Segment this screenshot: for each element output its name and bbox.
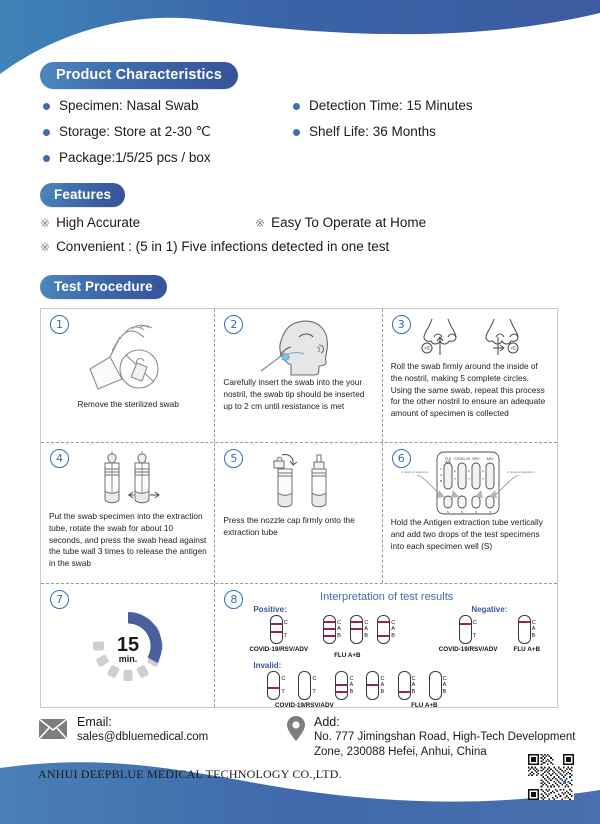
cassette-marks: C A B — [364, 620, 369, 639]
step-number-badge: 7 — [50, 590, 69, 609]
band-c — [460, 623, 471, 625]
cassette-marks: C A B — [337, 620, 342, 639]
cassette-marks: C A B — [531, 620, 536, 639]
cassette-marks: C A B — [391, 620, 396, 639]
positive-results-group — [249, 605, 395, 659]
invalid-label: Invalid: — [253, 661, 282, 670]
feature-item-easy-to-operate — [255, 215, 426, 232]
step-1-caption: Remove the sterilized swab — [77, 399, 179, 409]
band-a — [351, 628, 362, 630]
cassette-body — [267, 671, 280, 700]
nozzle-cap-icon — [223, 449, 374, 515]
svg-text:C: C — [468, 469, 471, 473]
step-3-caption: Roll the swab firmly around the inside of the nostril, making 5 complete circles. Using the same swab, repeat this process for the other nostril to ensure an adequate amount of specimen is collected — [390, 361, 546, 419]
step-2-caption: Carefully insert the swab into the your nostril, the swab tip should be inserted up to 2 cm until resistance is met — [223, 377, 365, 411]
positive-label: Positive: — [253, 605, 287, 614]
cassette-positive-flu-b — [377, 615, 395, 644]
bullet-dot-icon — [293, 129, 300, 136]
cassette-negative-flu — [513, 615, 540, 653]
step-number-badge: 5 — [224, 449, 243, 468]
features-row — [40, 239, 560, 256]
cassette-invalid-covid-t — [267, 671, 285, 700]
svg-text:A/B: A/B — [445, 460, 452, 464]
cassette-marks: C A B — [380, 676, 385, 695]
band-c — [378, 621, 389, 623]
characteristic-item-storage — [40, 124, 290, 141]
procedure-row-3 — [41, 584, 557, 707]
cassette-invalid-flu-b — [398, 671, 416, 700]
svg-text:S: S — [475, 510, 478, 514]
swab-unwrap-icon — [49, 315, 207, 399]
cassette-positive-flu-a — [350, 615, 368, 644]
svg-text:RSV: RSV — [472, 457, 480, 461]
features-list — [40, 215, 560, 256]
characteristic-label: Shelf Life: 36 Months — [309, 123, 436, 139]
characteristic-item-detection-time — [290, 98, 560, 115]
cassette-body — [518, 615, 531, 644]
cassette-marks: C A B — [411, 676, 416, 695]
svg-text:T: T — [454, 477, 457, 481]
negative-label: Negative: — [471, 605, 508, 614]
step-number-badge: 1 — [50, 315, 69, 334]
footer-email-text — [77, 714, 208, 745]
step-number-badge: 4 — [50, 449, 69, 468]
characteristic-label: Package:1/5/25 pcs / box — [59, 149, 211, 165]
procedure-step-8 — [215, 584, 557, 707]
company-name: ANHUI DEEPBLUE MEDICAL TECHNOLOGY CO.,LTD. — [38, 767, 342, 782]
head-swab-insert-icon — [223, 315, 374, 377]
cassette-invalid-covid-none — [298, 671, 316, 700]
bullet-dot-icon — [43, 129, 50, 136]
bullet-dot-icon — [43, 155, 50, 162]
cassette-marks: C T — [281, 676, 286, 695]
cassette-marks: C A B — [349, 676, 354, 695]
features-row — [40, 215, 560, 232]
svg-text:S: S — [489, 510, 492, 514]
procedure-step-2 — [215, 309, 382, 442]
cassette-body — [429, 671, 442, 700]
step-6-caption: Hold the Antigen extraction tube vertically and add two drops of the test specimens into each specimen well (S) — [390, 517, 543, 551]
map-pin-icon — [286, 715, 306, 743]
band-b — [399, 691, 410, 693]
address-line-1: No. 777 Jimingshan Road, High-Tech Development — [314, 731, 576, 744]
interpretation-title: Interpretation of test results — [320, 591, 454, 603]
svg-text:S: S — [447, 510, 450, 514]
cassette-body — [335, 671, 348, 700]
cassette-invalid-flu-a — [366, 671, 384, 700]
band-b — [324, 635, 335, 637]
swab-in-tube-icon — [49, 449, 207, 511]
step-number-badge: 3 — [392, 315, 411, 334]
svg-text:×5: ×5 — [510, 346, 517, 352]
band-a — [367, 684, 378, 686]
cassette-tag-flu: FLU A+B — [334, 652, 361, 659]
cassette-marks: C T — [312, 676, 317, 695]
svg-text:A: A — [440, 473, 443, 477]
characteristic-item-specimen — [40, 98, 290, 115]
cassette-positive-covid — [249, 615, 308, 653]
characteristic-item-shelf-life — [290, 124, 560, 141]
procedure-step-7 — [41, 584, 215, 707]
bullet-dot-icon — [293, 103, 300, 110]
cassette-marks: C T — [283, 620, 288, 639]
cassette-body — [459, 615, 472, 644]
features-section — [40, 183, 560, 263]
cassette-tag: COVID-19/RSV/ADV — [438, 646, 498, 653]
feature-label: Convenient : (5 in 1) Five infections detected in one test — [56, 238, 390, 254]
procedure-step-4 — [41, 443, 215, 583]
characteristic-label: Specimen: Nasal Swab — [59, 98, 199, 113]
step-5-caption: Press the nozzle cap firmly onto the extraction tube — [223, 515, 355, 537]
characteristic-label: Detection Time: 15 Minutes — [309, 98, 473, 113]
svg-text:FLU: FLU — [445, 457, 452, 461]
cassette-tag: COVID-19/RSV/ADV — [249, 646, 309, 653]
band-a — [324, 628, 335, 630]
svg-text:C: C — [440, 467, 443, 471]
band-b — [336, 691, 347, 693]
step-number-badge: 2 — [224, 315, 243, 334]
band-c — [271, 623, 282, 625]
qr-code-icon[interactable] — [528, 754, 574, 800]
procedure-step-1 — [41, 309, 215, 442]
cassette-drops-icon — [391, 449, 550, 517]
procedure-row-1 — [41, 309, 557, 443]
cassette-tag-covid-invalid: COVID-19/RSV/ADV — [274, 702, 334, 709]
procedure-step-6 — [383, 443, 557, 583]
feature-label: Easy To Operate at Home — [271, 215, 427, 230]
test-procedure-heading: Test Procedure — [40, 275, 167, 299]
cassette-body — [270, 615, 283, 644]
step-4-caption: Put the swab specimen into the extraction tube, rotate the swab for about 10 seconds, and press the swab head against the tube wall 3 times to release the antigen in the swab — [49, 511, 207, 569]
asterisk-mark-icon: ※ — [40, 216, 51, 230]
procedure-step-5 — [215, 443, 382, 583]
address-line-2: Zone, 230088 Hefei, Anhui, China — [314, 746, 487, 759]
svg-text:min.: min. — [118, 654, 138, 664]
band-c — [519, 621, 530, 623]
characteristic-item-package — [40, 150, 290, 167]
svg-text:2 drops of specimen: 2 drops of specimen — [401, 470, 429, 474]
feature-item-convenient — [40, 239, 389, 256]
product-characteristics-list — [40, 98, 560, 167]
cassette-invalid-flu-ab — [335, 671, 353, 700]
feature-item-high-accurate — [40, 215, 255, 232]
band-a — [336, 684, 347, 686]
cassette-invalid-flu-none — [429, 671, 447, 700]
test-procedure-grid — [40, 308, 558, 708]
cassette-marks: C A B — [442, 676, 447, 695]
footer-email-block — [38, 714, 286, 745]
characteristic-label: Storage: Store at 2-30 ℃ — [59, 123, 211, 139]
band-c — [351, 621, 362, 623]
svg-text:C: C — [454, 469, 457, 473]
svg-text:15: 15 — [117, 634, 140, 656]
band-t — [271, 631, 282, 633]
cassette-body — [398, 671, 411, 700]
cassette-positive-flu-ab — [323, 615, 341, 644]
cassette-body — [298, 671, 311, 700]
timer-icon — [49, 590, 207, 702]
asterisk-mark-icon: ※ — [40, 239, 51, 254]
cassette-negative-covid — [439, 615, 498, 653]
svg-text:B: B — [440, 479, 443, 483]
svg-text:×5: ×5 — [424, 346, 431, 352]
nostril-rotate-icon — [391, 315, 550, 361]
feature-label: High Accurate — [56, 215, 141, 230]
svg-text:2 drops of specimen: 2 drops of specimen — [507, 470, 535, 474]
bullet-dot-icon — [43, 103, 50, 110]
step-number-badge: 6 — [392, 449, 411, 468]
footer — [0, 714, 600, 782]
cassette-tag: FLU A+B — [513, 646, 540, 653]
svg-text:T: T — [482, 477, 485, 481]
invalid-results-group — [223, 659, 550, 709]
procedure-row-2 — [41, 443, 557, 584]
band-t — [268, 687, 279, 689]
band-b — [378, 635, 389, 637]
cassette-body — [366, 671, 379, 700]
svg-text:T: T — [468, 477, 471, 481]
cassette-tag-flu-invalid: FLU A+B — [411, 702, 438, 709]
svg-text:S: S — [461, 510, 464, 514]
svg-text:C: C — [482, 469, 485, 473]
product-characteristics-heading: Product Characteristics — [40, 62, 238, 89]
email-value[interactable]: sales@dbluemedical.com — [77, 731, 209, 744]
email-heading: Email: — [77, 715, 112, 729]
address-heading: Add: — [314, 715, 340, 729]
svg-text:ADV: ADV — [486, 457, 494, 461]
cassette-body — [377, 615, 390, 644]
negative-results-group — [439, 605, 540, 659]
product-characteristics-section — [40, 62, 560, 167]
test-procedure-section — [40, 275, 560, 708]
envelope-icon — [38, 717, 68, 741]
cassette-body — [350, 615, 363, 644]
svg-text:COVID-19: COVID-19 — [454, 457, 471, 461]
cassette-marks: C T — [473, 620, 478, 639]
step-number-badge: 8 — [224, 590, 243, 609]
cassette-body — [323, 615, 336, 644]
asterisk-mark-icon: ※ — [255, 216, 266, 230]
band-c — [324, 621, 335, 623]
features-heading: Features — [40, 183, 125, 207]
procedure-step-3 — [383, 309, 557, 442]
